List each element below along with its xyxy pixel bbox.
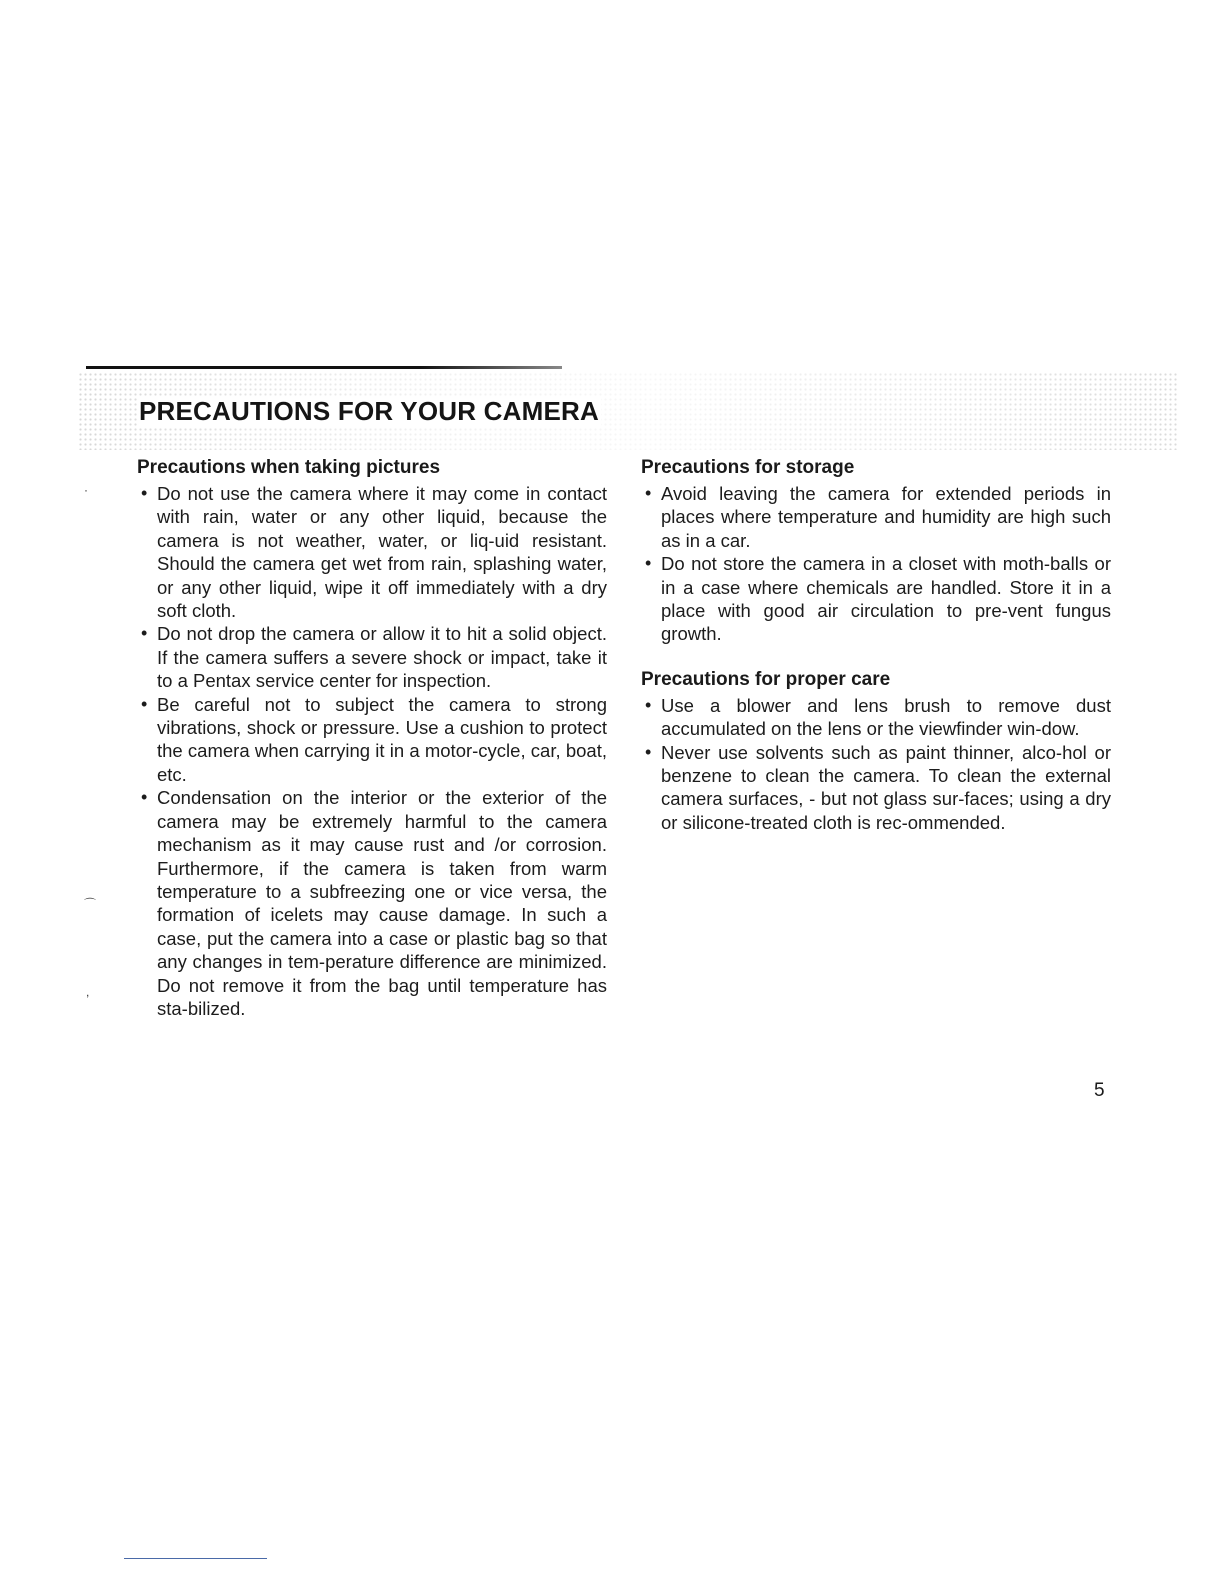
list-item-text: Use a blower and lens brush to remove dust accumulated on the lens or the viewfinder win-dow.: [661, 694, 1111, 740]
list-item-text: Avoid leaving the camera for extended periods in places where temperature and humidity are high such as in a car.: [661, 483, 1111, 551]
section-heading-taking-pictures: Precautions when taking pictures: [137, 457, 441, 478]
list-item-text: Never use solvents such as paint thinner, alco-hol or benzene to clean the camera. To clean the external camera surfaces, - but not glass sur-faces; using a dry or silicone-treated cloth is rec-ommended.: [661, 741, 1111, 833]
section-proper-care: [641, 668, 1111, 834]
list-item: [641, 552, 1111, 646]
list-item-text: Condensation on the interior or the exterior of the camera may be extremely harmful to the camera mechanism as it may cause rust and /or corrosion. Furthermore, if the camera is taken from warm temperature to a subfreezing one or vice versa, the formation of icelets may cause damage. In such a case, put the camera into a case or plastic bag so that any changes in tem-perature difference are minimized. Do not remove it from the bag until temperature has sta-bilized.: [157, 787, 607, 1019]
page-number: 5: [1094, 1080, 1105, 1101]
section-taking-pictures: [137, 456, 607, 1020]
list-item-text: Do not drop the camera or allow it to hit a solid object. If the camera suffers a severe shock or impact, take it to a Pentax service center for inspection.: [157, 623, 607, 692]
list-item-text: Be careful not to subject the camera to strong vibrations, shock or pressure. Use a cushion to protect the camera when carrying it in a motor-cycle, car, boat, etc.: [157, 693, 607, 785]
page-title: PRECAUTIONS FOR YOUR CAMERA: [139, 396, 599, 426]
section-storage: [641, 456, 1111, 646]
bullet-icon: •: [645, 483, 652, 503]
bullet-icon: •: [141, 693, 148, 714]
list-item: [137, 693, 607, 787]
bullet-icon: •: [645, 553, 652, 574]
left-column: [137, 456, 607, 1042]
list-item: [137, 622, 607, 692]
bullet-icon: •: [141, 787, 148, 808]
right-column: [641, 456, 1111, 856]
bottom-rule: [124, 1558, 267, 1559]
title-top-rule: [86, 366, 562, 369]
section-heading-proper-care: Precautions for proper care: [641, 668, 891, 690]
bullet-icon: •: [141, 483, 148, 503]
list-item: [641, 694, 1111, 741]
bullet-list-storage: [641, 482, 1111, 646]
scan-speck: ·: [84, 483, 88, 497]
bullet-list-proper-care: [641, 694, 1111, 834]
list-item: [137, 786, 607, 1020]
list-item-text: Do not store the camera in a closet with moth-balls or in a case where chemicals are handled. Store it in a place with good air circulation to pre-vent fungus growth.: [661, 553, 1111, 645]
list-item: [641, 741, 1111, 835]
list-item: [137, 482, 607, 622]
bullet-icon: •: [645, 741, 652, 762]
scan-speck: ⌒: [84, 897, 97, 911]
list-item: [641, 482, 1111, 552]
bullet-icon: •: [645, 694, 652, 715]
list-item-text: Do not use the camera where it may come in contact with rain, water or any other liquid, because the camera is not weather, water, or liq-uid resistant. Should the camera get wet from rain, splashing water, or any other liquid, wipe it off immediately with a dry soft cloth.: [157, 483, 607, 622]
bullet-icon: •: [141, 623, 148, 644]
bullet-list-taking-pictures: [137, 482, 607, 1020]
section-heading-storage: Precautions for storage: [641, 457, 855, 478]
scan-speck: ,: [86, 985, 90, 999]
